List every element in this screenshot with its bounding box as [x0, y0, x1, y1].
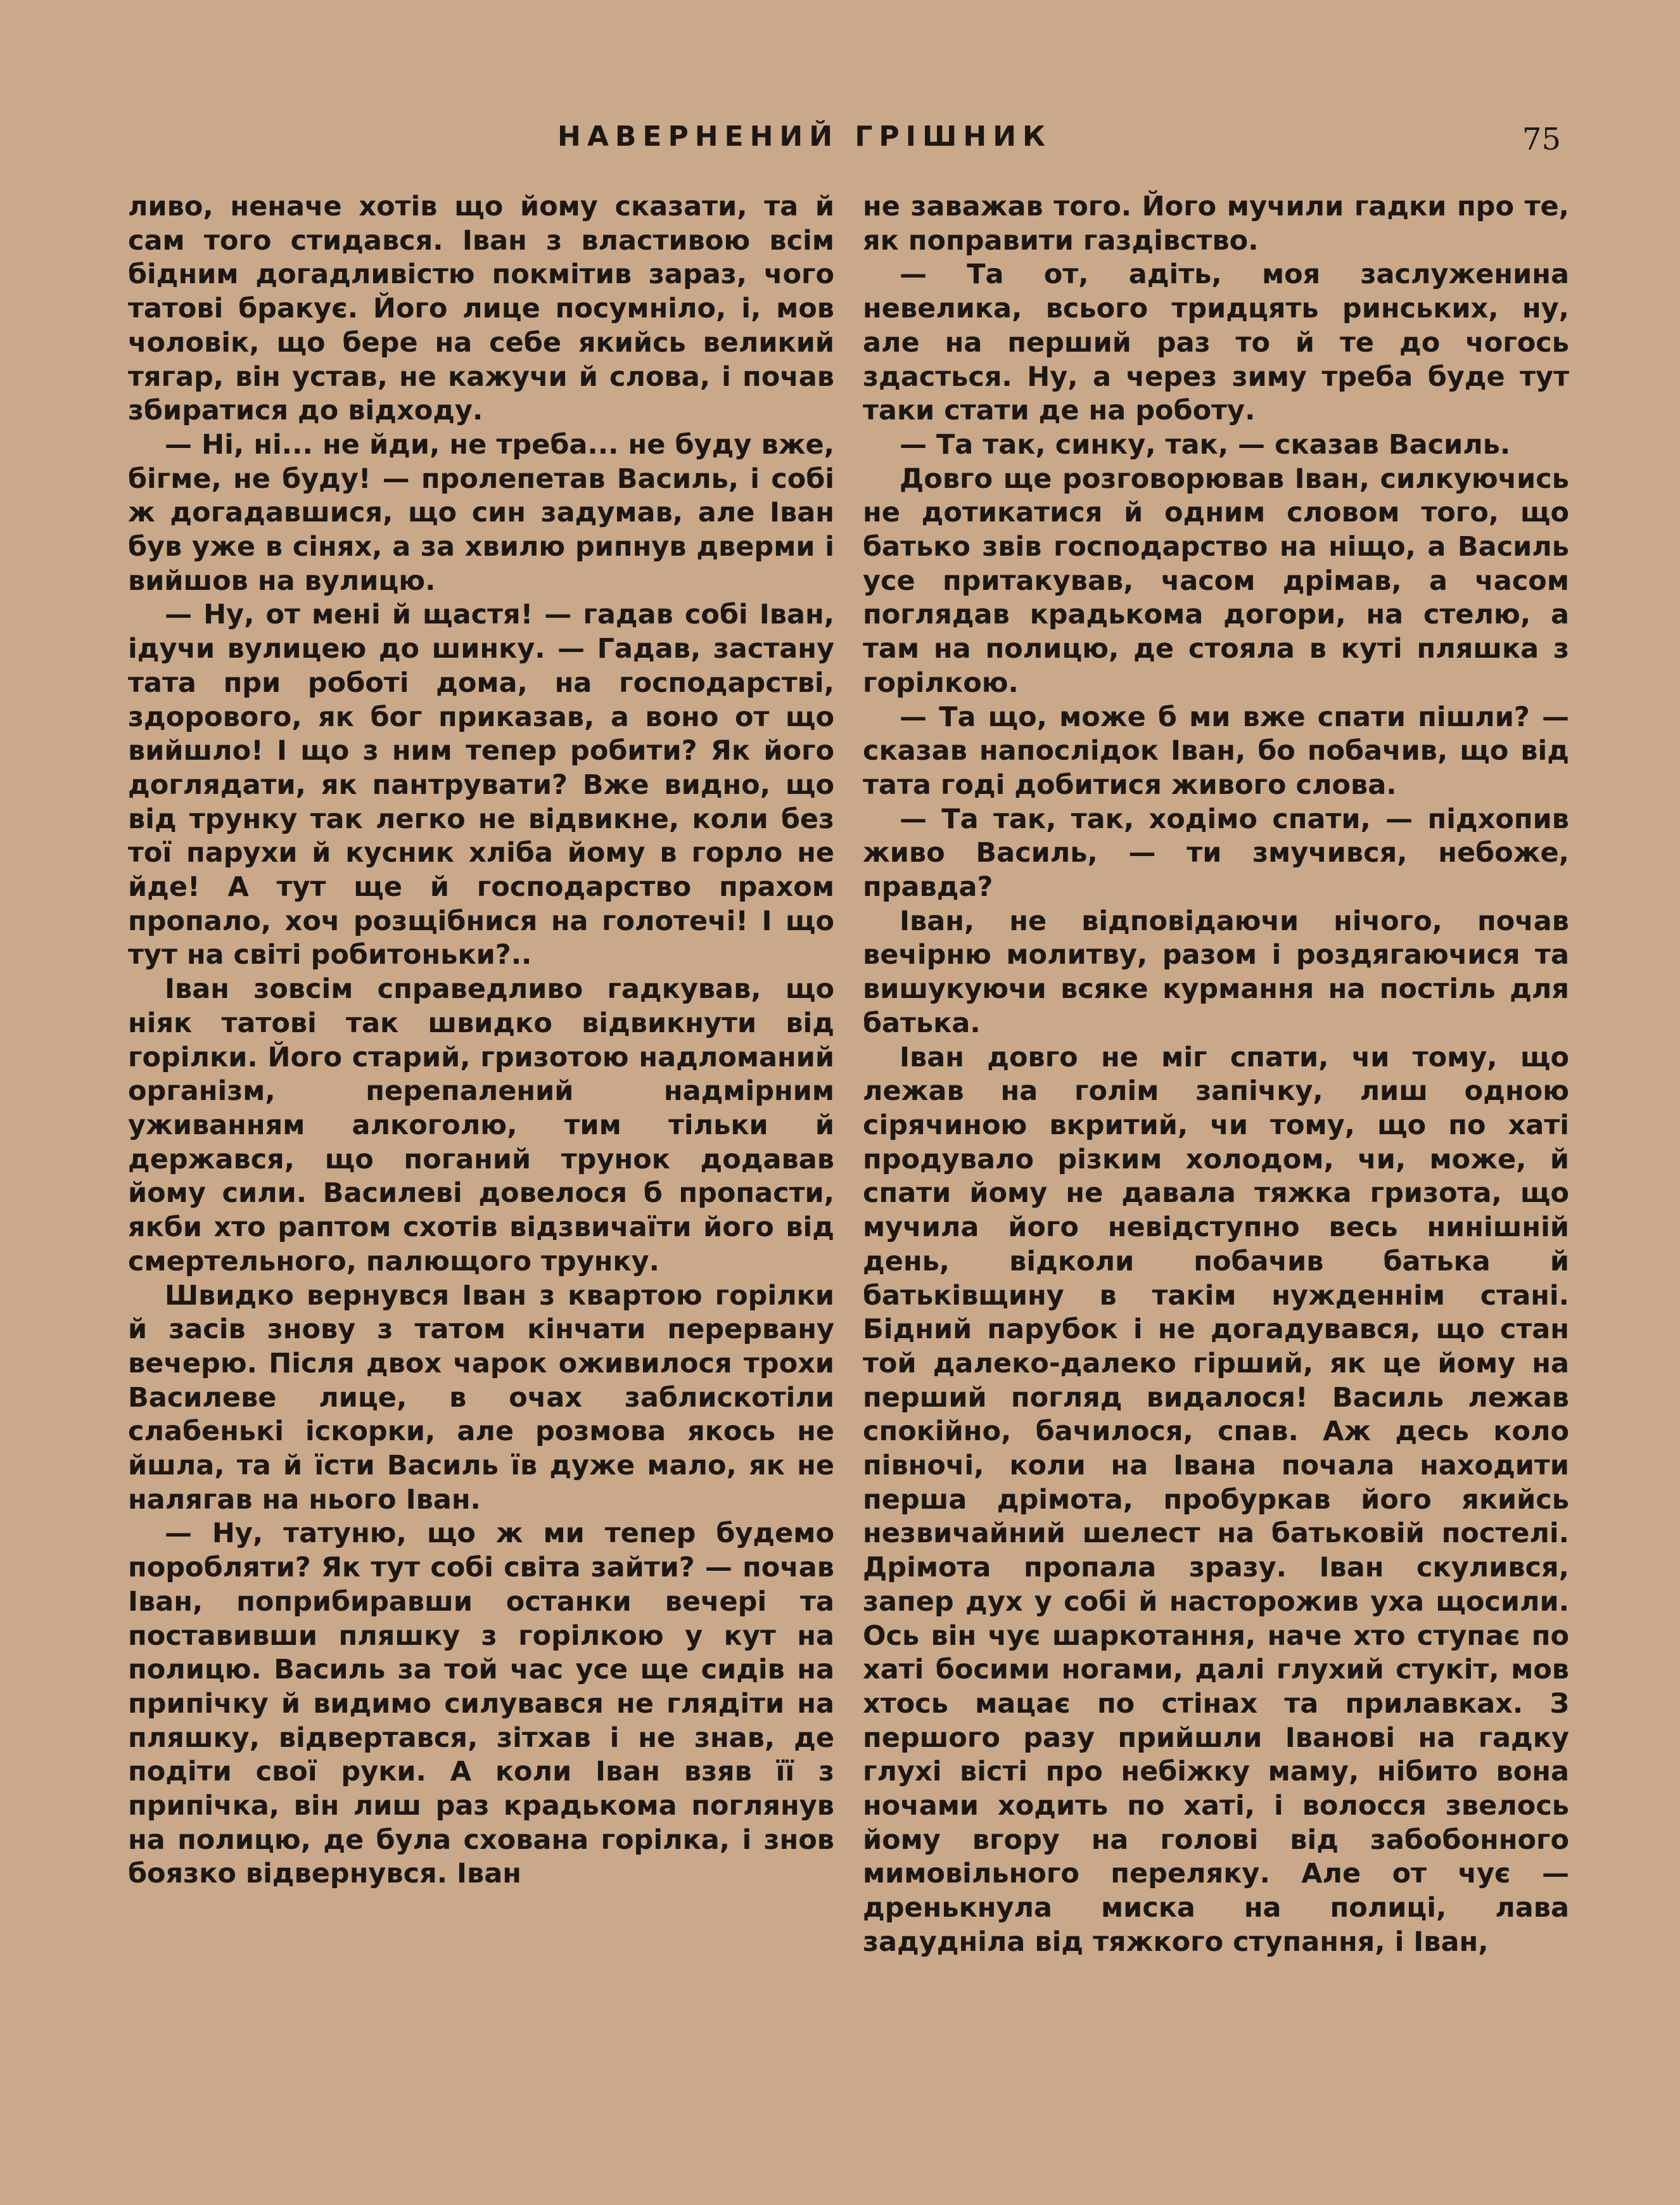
paragraph: — Ну, татуню, що ж ми тепер будемо поробляти? Як тут собі світа зайти? — почав Іван, поприбиравши останки вечері та поставивши пляшку з горілкою у кут на полицю. Василь за той час усе ще сидів на припічку й видимо силувався не глядіти на пляшку, відвертався, зітхав і не знав, де подіти свої руки. А коли Іван взяв її з припічка, він лиш раз крадькома поглянув на полицю, де була схована горілка, і знов боязко відвернувся. Іван [128, 1518, 834, 1890]
paragraph: — Та от, адіть, моя заслуженина невелика, всього тридцять ринських, ну, але на перший раз то й те до чогось здасться. Ну, а через зиму треба буде тут таки стати де на роботу. [863, 259, 1569, 427]
running-title: НАВЕРНЕНИЙ ГРІШНИК [557, 120, 1052, 153]
paragraph: Швидко вернувся Іван з квартою горілки й засів знову з татом кінчати перервану вечерю. Після двох чарок оживилося трохи Василеве лице, в очах заблискотіли слабенькі іскорки, але розмова якось не йшла, та й їсти Василь їв дуже мало, як не налягав на нього Іван. [128, 1279, 834, 1516]
right-text-column [863, 190, 1569, 1960]
page-number: 75 [1522, 122, 1561, 157]
paragraph: — Та що, може б ми вже спати пішли? — сказав напослідок Іван, бо побачив, що від тата годі добитися живого слова. [863, 701, 1569, 801]
paragraph: — Та так, синку, так, — сказав Василь. [900, 428, 1511, 461]
paragraph: — Та так, так, ходімо спати, — підхопив живо Василь, — ти змучився, небоже, правда? [863, 803, 1569, 904]
paragraph: Іван довго не міг спати, чи тому, що лежав на голім запічку, лиш одною сірячиною вкритий, чи тому, що по хаті продувало різким холодом, чи, може, й спати йому не давала тяжка гризота, що мучила його невідступно весь нинішній день, відколи побачив батька й батьківщину в такім нужденнім стані. Бідний парубок і не догадувався, що стан той далеко-далеко гірший, як це йому на перший погляд видалося! Василь лежав спокійно, бачилося, спав. Аж десь коло півночі, коли на Івана почала находити перша дрімота, пробуркав його якийсь незвичайний шелест на батьковій постелі. Дрімота пропала зразу. Іван скулився, запер дух у собі й насторожив уха щосили. Ось він чує шаркотання, наче хто ступає по хаті босими ногами, далі глухий стукіт, мов хтось мацає по стінах та прилавках. З першого разу прийшли Іванові на гадку глухі вісті про небіжку маму, нібито вона ночами ходить по хаті, і волосся звелось йому вгору на голові від забобонного мимовільного переляку. Але от чує — дренькнула миска на полиці, лава задудніла від тяжкого ступання, і Іван, [863, 1041, 1569, 1958]
left-text-column [128, 190, 834, 1891]
paragraph: Довго ще розговорював Іван, силкуючись не дотикатися й одним словом того, що батько звів господарство на ніщо, а Василь усе притакував, часом дрімав, а часом поглядав крадькома догори, на стелю, а там на полицю, де стояла в куті пляшка з горілкою. [863, 463, 1569, 699]
paragraph: ливо, неначе хотів що йому сказати, та й сам того стидався. Іван з властивою всім бідним догадливістю покмітив зараз, чого татові бракує. Його лице посумніло, і, мов чоловік, що бере на себе якийсь великий тягар, він устав, не кажучи й слова, і почав збиратися до відходу. [128, 191, 834, 427]
paragraph: Іван зовсім справедливо гадкував, що ніяк татові так швидко відвикнути від горілки. Його старий, гризотою надломаний організм, перепалений надмірним уживанням алкоголю, тим тільки й держався, що поганий трунок додавав йому сили. Василеві довелося б пропасти, якби хто раптом схотів відзвичаїти його від смертельного, палющого трунку. [128, 973, 834, 1277]
paragraph: не заважав того. Його мучили гадки про те, як поправити газдівство. [863, 191, 1569, 257]
paragraph: — Ну, от мені й щастя! — гадав собі Іван, ідучи вулицею до шинку. — Гадав, застану тата при роботі дома, на господарстві, здорового, як бог приказав, а воно от що вийшло! І що з ним тепер робити? Як його доглядати, як пантрувати? Вже видно, що від трунку так легко не відвикне, коли без тої парухи й кусник хліба йому в горло не йде! А тут ще й господарство прахом пропало, хоч розщібнися на голотечі! І що тут на світі робитоньки?.. [128, 599, 834, 971]
paragraph: Іван, не відповідаючи нічого, почав вечірню молитву, разом і роздягаючися та вишукуючи всяке курмання на постіль для батька. [863, 905, 1569, 1039]
paragraph: — Ні, ні... не йди, не треба... не буду вже, бігме, не буду! — пролепетав Василь, і собі ж догадавшися, що син задумав, але Іван був уже в сінях, а за хвилю рипнув дверми і вийшов на вулицю. [128, 428, 834, 597]
